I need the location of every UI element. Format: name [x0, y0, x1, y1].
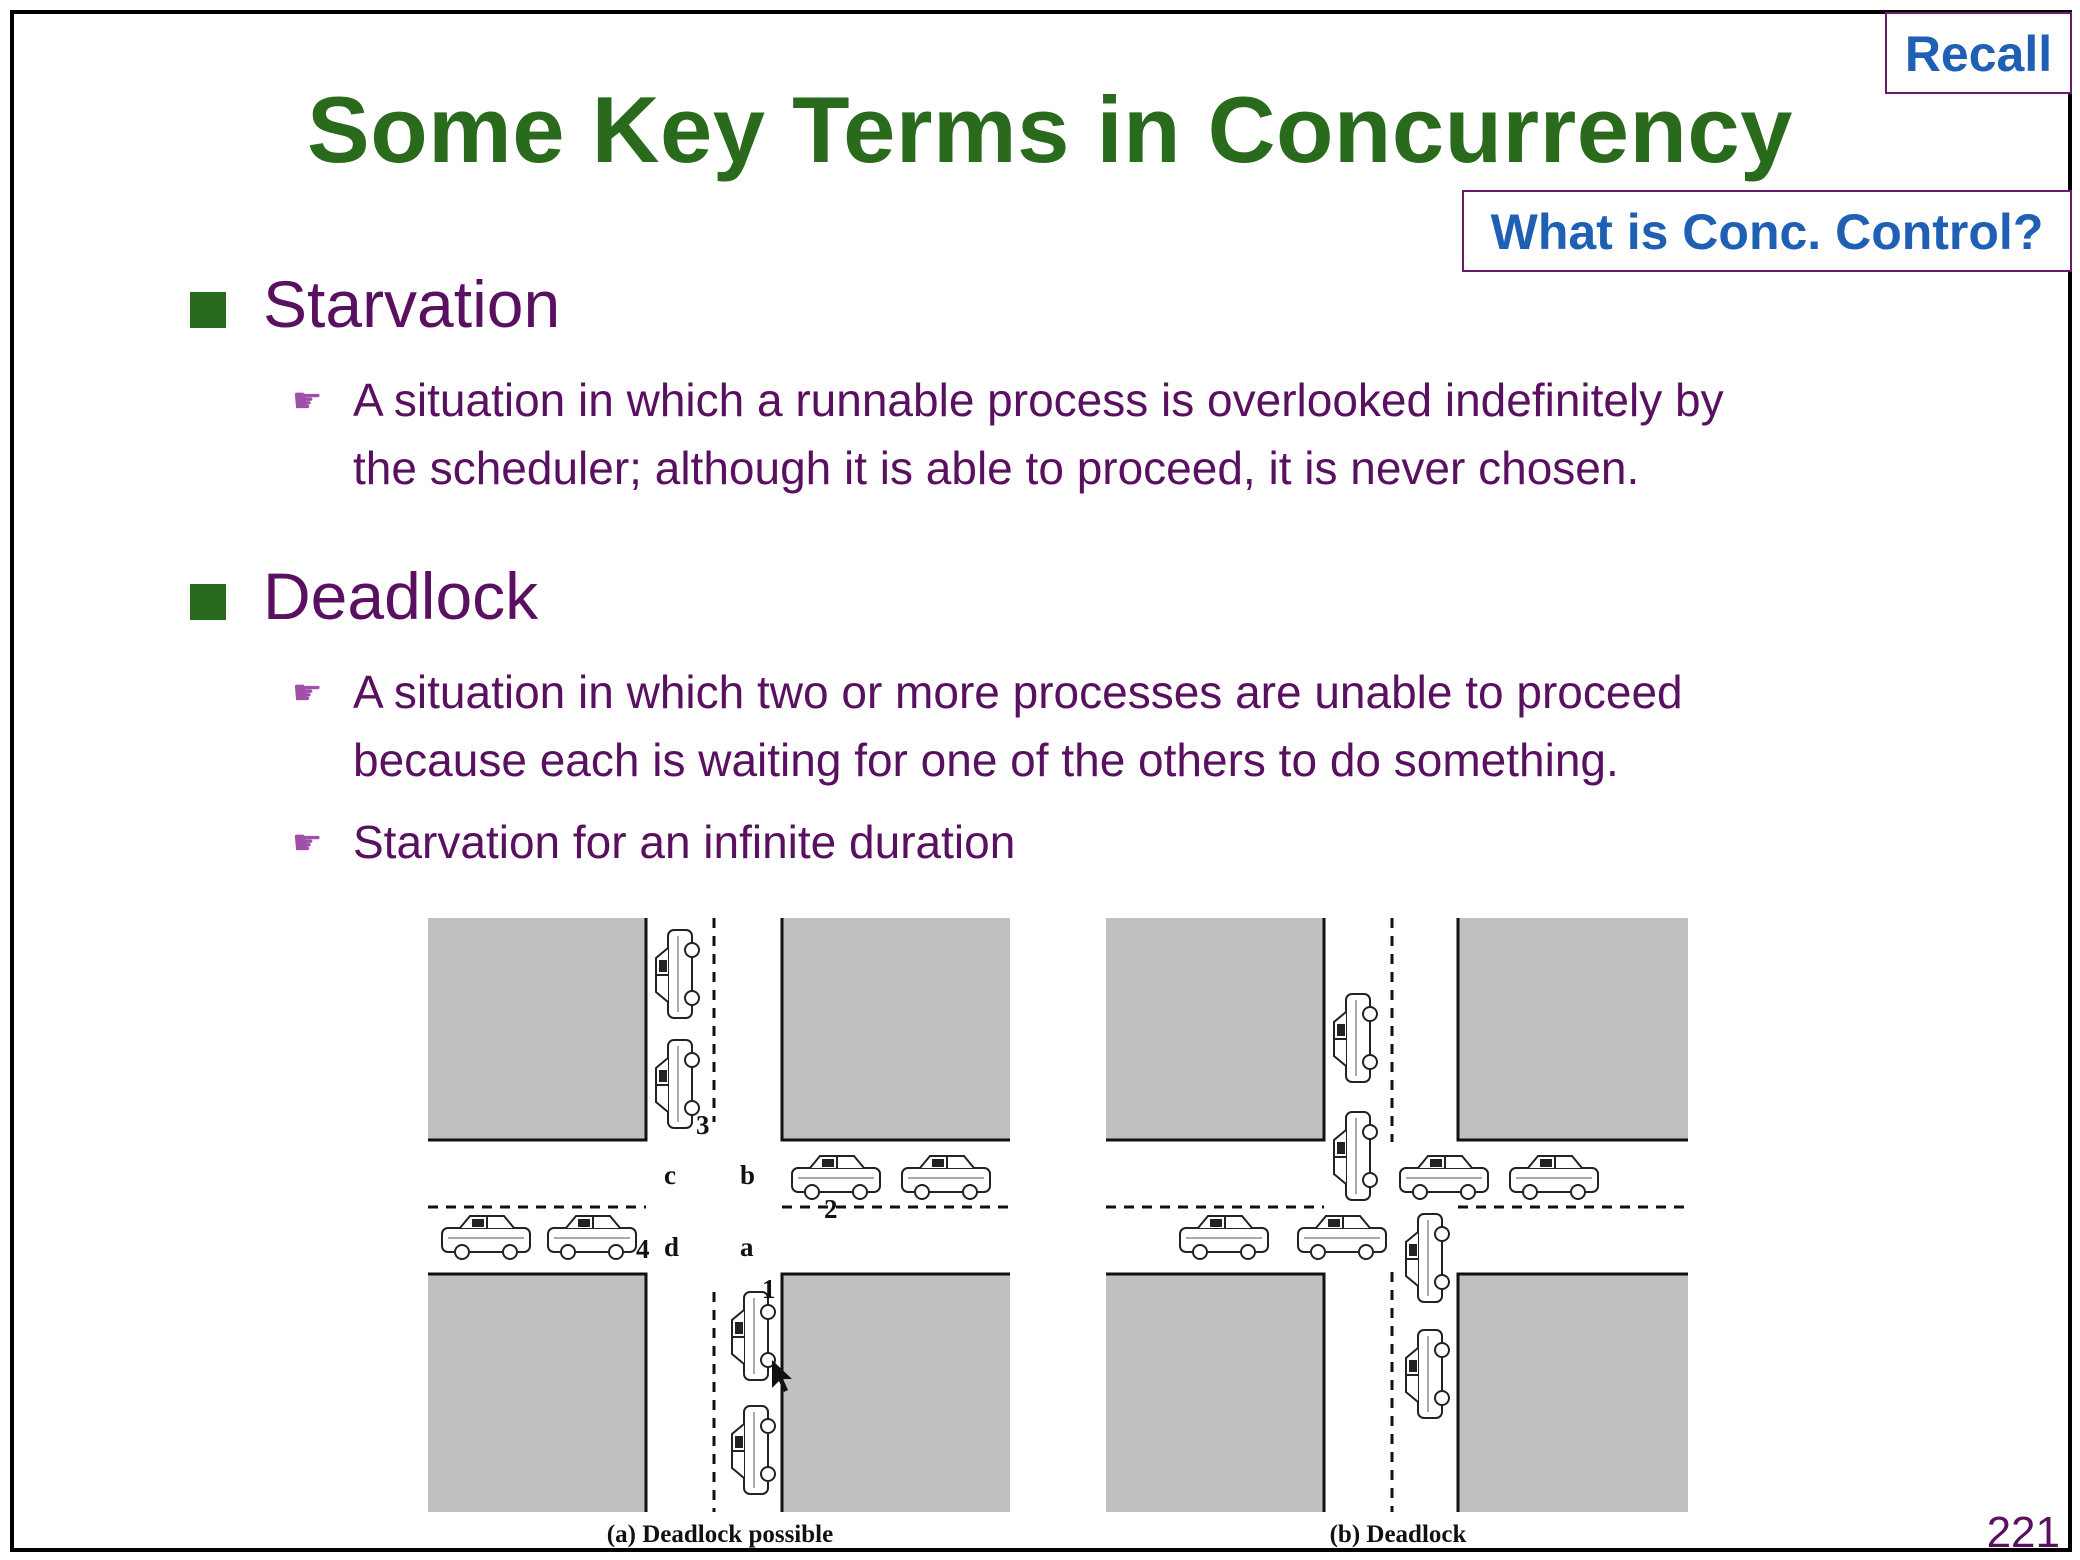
recall-link[interactable]: Recall	[1885, 12, 2072, 94]
car-icon	[548, 1216, 636, 1259]
car-number-3: 3	[696, 1110, 710, 1140]
city-block	[1458, 918, 1688, 1140]
car-icon	[732, 1292, 775, 1380]
city-block	[1106, 1274, 1324, 1512]
figure-caption-a: (a) Deadlock possible	[606, 1521, 834, 1548]
conc-control-link[interactable]: What is Conc. Control?	[1462, 190, 2072, 272]
starvation-text-line-1: A situation in which a runnable process is overlooked indefinitely by	[353, 374, 1724, 426]
city-block	[782, 1274, 1010, 1512]
intersection-diagram-deadlock	[1100, 912, 1700, 1552]
car-icon	[656, 930, 699, 1018]
car-number-4: 4	[636, 1234, 650, 1264]
car-icon	[1400, 1156, 1488, 1199]
quadrant-label-b: b	[740, 1160, 756, 1190]
quadrant-label-c: c	[664, 1160, 676, 1190]
page-number: 221	[1986, 1508, 2060, 1557]
car-icon	[1180, 1216, 1268, 1259]
heading-starvation: Starvation	[263, 267, 561, 341]
car-icon	[902, 1156, 990, 1199]
car-icon	[1406, 1330, 1449, 1418]
intersection-diagram-deadlock-possible	[420, 912, 1020, 1552]
car-icon	[442, 1216, 530, 1259]
square-bullet-icon	[190, 292, 226, 328]
square-bullet-icon	[190, 584, 226, 620]
pointing-hand-icon: ☛	[292, 382, 323, 420]
car-number-1: 1	[762, 1274, 776, 1304]
car-icon	[792, 1156, 880, 1199]
heading-deadlock: Deadlock	[263, 559, 539, 633]
car-icon	[1334, 1112, 1377, 1200]
deadlock-text-line-3: Starvation for an infinite duration	[353, 816, 1016, 868]
figure-caption-b: (b) Deadlock	[1329, 1521, 1467, 1548]
city-block	[782, 918, 1010, 1140]
deadlock-text-line-2: because each is waiting for one of the others to do something.	[353, 734, 1619, 786]
quadrant-label-d: d	[664, 1232, 680, 1262]
quadrant-label-a: a	[740, 1232, 754, 1262]
starvation-text-line-2: the scheduler; although it is able to proceed, it is never chosen.	[353, 442, 1640, 494]
car-icon	[1406, 1214, 1449, 1302]
pointing-hand-icon: ☛	[292, 824, 323, 862]
city-block	[1458, 1274, 1688, 1512]
deadlock-text-line-1: A situation in which two or more processes are unable to proceed	[353, 666, 1683, 718]
car-icon	[1510, 1156, 1598, 1199]
city-block	[428, 918, 646, 1140]
car-number-2: 2	[824, 1194, 838, 1224]
city-block	[428, 1274, 646, 1512]
car-icon	[1298, 1216, 1386, 1259]
car-icon	[732, 1406, 775, 1494]
car-icon	[1334, 994, 1377, 1082]
car-icon	[656, 1040, 699, 1128]
slide-title: Some Key Terms in Concurrency	[307, 77, 1793, 182]
pointing-hand-icon: ☛	[292, 674, 323, 712]
city-block	[1106, 918, 1324, 1140]
